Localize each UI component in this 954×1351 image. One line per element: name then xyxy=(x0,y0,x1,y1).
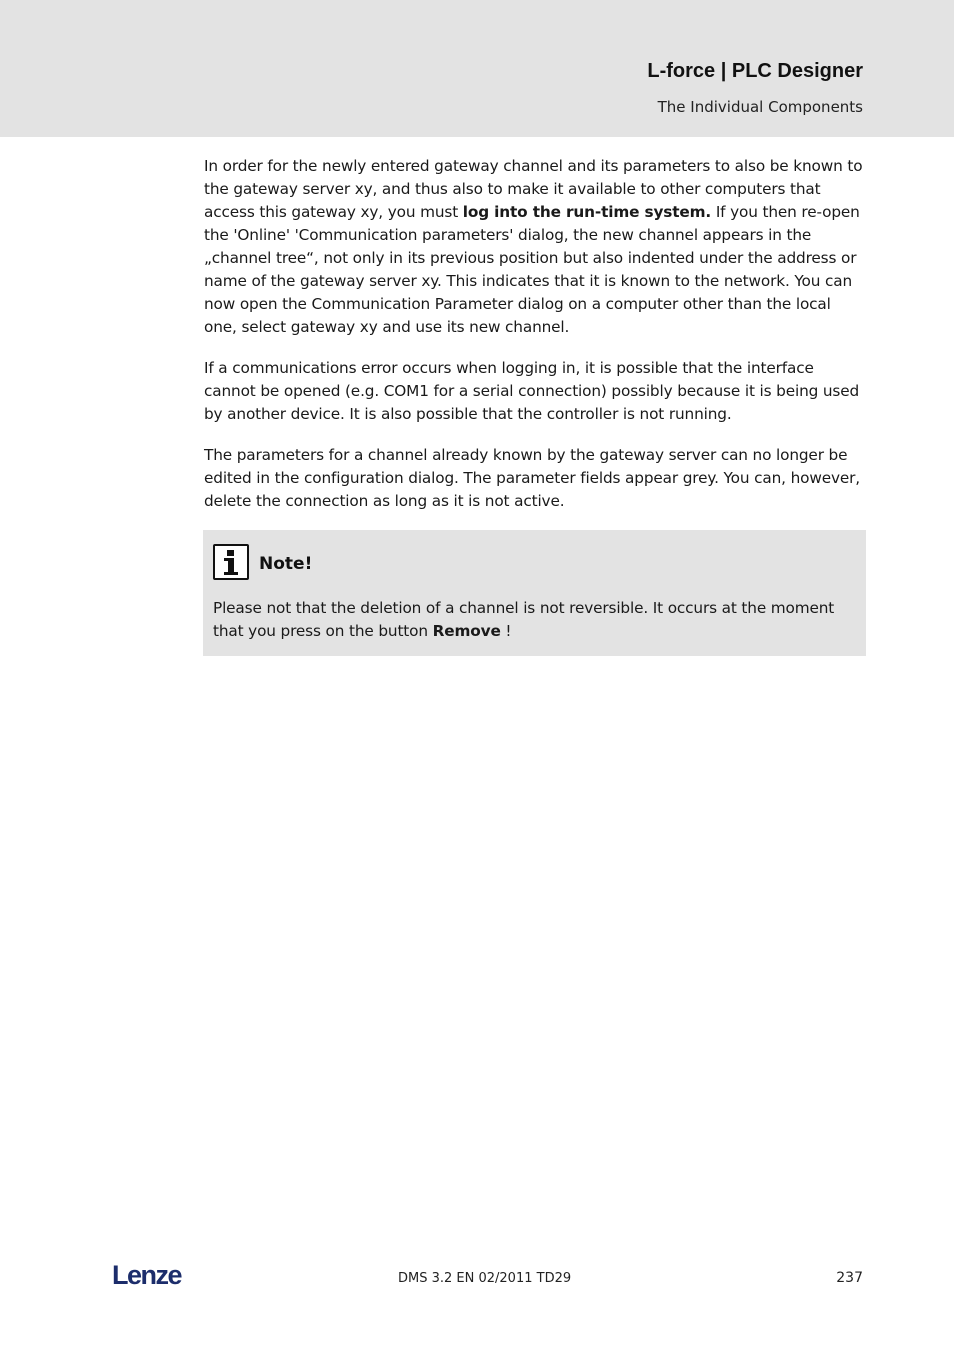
header-subtitle: The Individual Components xyxy=(657,98,863,116)
paragraph-1-bold: log into the run-time system. xyxy=(462,203,712,221)
paragraph-1 xyxy=(204,155,866,339)
header-title: L-force | PLC Designer xyxy=(647,60,863,82)
page-number: 237 xyxy=(836,1270,863,1286)
lenze-logo: Lenze xyxy=(112,1260,182,1290)
footer-doc-id: DMS 3.2 EN 02/2011 TD29 xyxy=(398,1271,572,1286)
info-icon xyxy=(213,544,249,580)
note-title: Note! xyxy=(259,554,313,574)
note-text xyxy=(213,597,853,643)
note-text-b: ! xyxy=(500,622,512,640)
paragraph-1-text-b: If you then re-open the 'Online' 'Communication parameters' dialog, the new channel appears in the „channel tree“, not only in its previous position but also indented under the address or name of the gateway server xy. This indicates that it is known to the network. You can now open the Communication Parameter dialog on a computer other than the local one, select gateway xy and use its new channel. xyxy=(204,203,860,336)
page-header xyxy=(0,0,954,137)
paragraph-2 xyxy=(204,357,866,426)
note-bold-remove: Remove xyxy=(432,622,501,640)
paragraph-3-text: The parameters for a channel already known by the gateway server can no longer be edited in the configuration dialog. The parameter fields appear grey. You can, however, delete the connection as long as it is not active. xyxy=(204,446,860,510)
note-box xyxy=(203,530,866,656)
paragraph-2-text: If a communications error occurs when logging in, it is possible that the interface cannot be opened (e.g. COM1 for a serial connection) possibly because it is being used by another device. It is also possible that the controller is not running. xyxy=(204,359,860,423)
paragraph-1-text-a: In order for the newly entered gateway channel and its parameters to also be known to the gateway server xy, and thus also to make it available to other computers that access this gateway xy, you must xyxy=(204,157,863,221)
paragraph-3 xyxy=(204,444,866,513)
note-text-a: Please not that the deletion of a channel is not reversible. It occurs at the moment that you press on the button xyxy=(213,599,835,640)
